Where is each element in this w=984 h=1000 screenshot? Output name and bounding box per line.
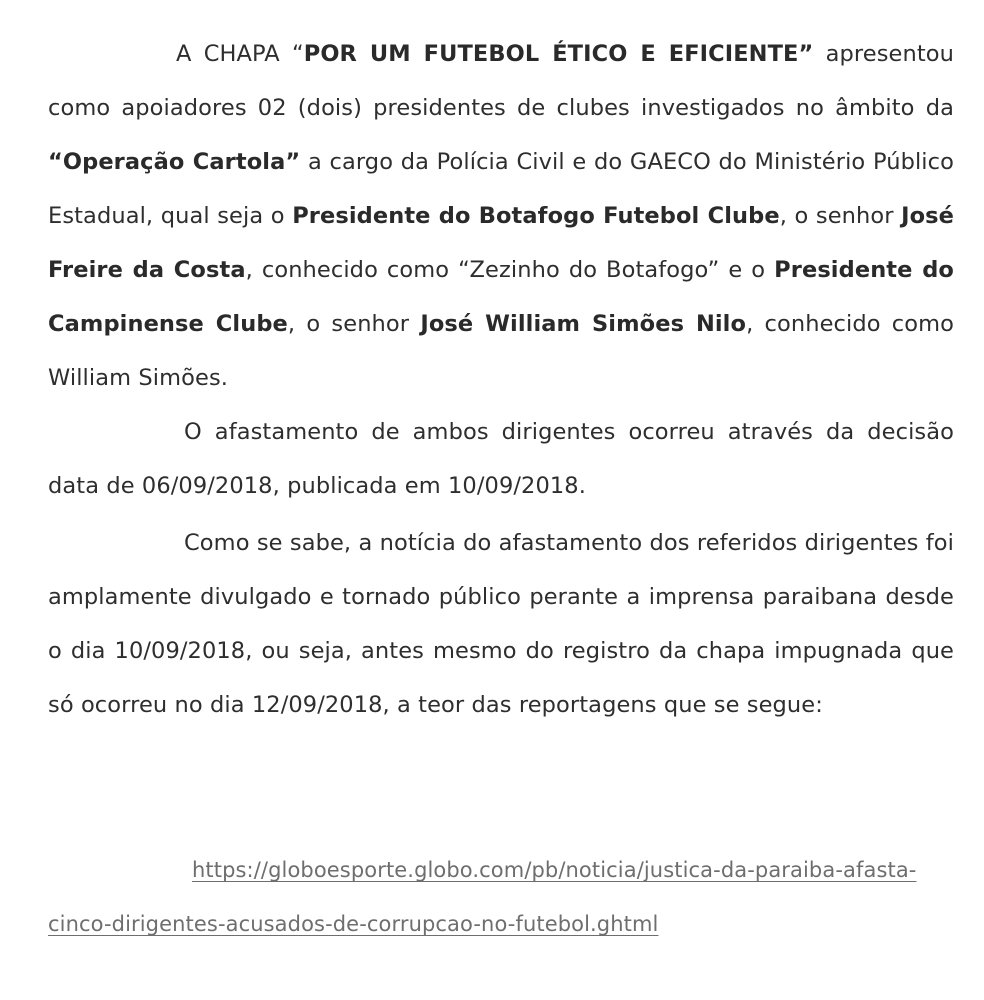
campinense-president-title: Presidente do Campinense Clube bbox=[48, 257, 954, 337]
text-segment: A CHAPA “ bbox=[176, 41, 304, 67]
operation-name: “Operação Cartola” bbox=[48, 149, 301, 175]
campinense-president-name: José William Simões Nilo bbox=[420, 311, 747, 337]
text-segment: , conhecido como William Simões. bbox=[48, 311, 955, 391]
botafogo-president-name: José Freire da Costa bbox=[48, 203, 955, 283]
chapa-name: POR UM FUTEBOL ÉTICO E EFICIENTE” bbox=[303, 41, 814, 67]
botafogo-president-title: Presidente do Botafogo Futebol Clube bbox=[292, 203, 780, 229]
text-segment: , o senhor bbox=[779, 203, 902, 229]
paragraph-noticia: Como se sabe, a notícia do afastamento dos referidos dirigentes foi amplamente divulgado e tornado público perante a imprensa paraibana desde o dia 10/09/2018, ou seja, antes mesmo do registro da chapa impugnada que só ocorreu no dia 12/09/2018, a teor das reportagens que se segue: bbox=[48, 530, 954, 718]
text-segment: , conhecido como “Zezinho do Botafogo” e o bbox=[245, 257, 775, 283]
text-segment: apresentou como apoiadores 02 (dois) presidentes de clubes investigados no âmbito da bbox=[48, 41, 954, 121]
document-page bbox=[48, 0, 954, 1000]
text-segment: , o senhor bbox=[287, 311, 421, 337]
text-segment: a cargo da Polícia Civil e do GAECO do Ministério Público Estadual, qual seja o bbox=[48, 149, 954, 229]
paragraph-afastamento: O afastamento de ambos dirigentes ocorreu através da decisão data de 06/09/2018, publicada em 10/09/2018. bbox=[48, 419, 954, 499]
news-link[interactable]: https://globoesporte.globo.com/pb/noticia/justica-da-paraiba-afasta-cinco-dirigentes-acusados-de-corrupcao-no-futebol.ghtml bbox=[48, 858, 917, 936]
paragraph-chapa-apoiadores bbox=[48, 27, 954, 405]
paragraph-link bbox=[48, 843, 954, 951]
